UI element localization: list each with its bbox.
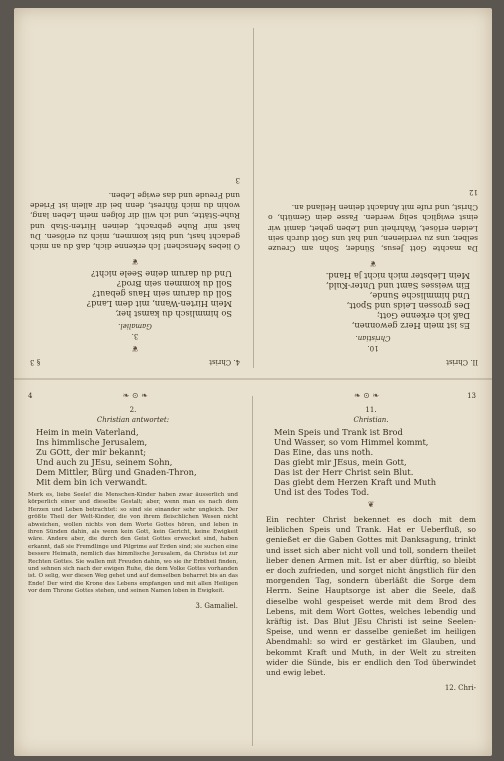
top-left-footer <box>268 188 478 196</box>
verse-line: Mein Liebster mich nicht ja Hand. <box>325 271 470 281</box>
catchword: 12. Chri- <box>444 684 476 693</box>
ornament-icon: ❦ <box>131 344 139 353</box>
column-divider <box>253 28 254 368</box>
verse-line: Ein weisses Samt und Unter-Kuld, <box>325 281 470 291</box>
bottom-left-column <box>28 392 238 610</box>
header-left-text: II. Christ <box>446 358 478 366</box>
hymn-title: Christian. <box>353 416 389 424</box>
bottom-right-column <box>266 392 476 692</box>
hymn-verse <box>30 269 232 319</box>
top-half-upside-down <box>14 8 492 378</box>
top-left-column <box>268 188 478 366</box>
verse-line: Und du darum deine Seele nicht? <box>91 269 232 279</box>
ornament-icon: ❦ <box>131 257 139 266</box>
verse-line: Das Eine, das uns noth. <box>274 447 374 457</box>
top-right-header <box>30 358 240 366</box>
prose-paragraph: O liebes Menschen! Ich erkenne dich, daß du an mich gedacht hast, und bist kommen, mich zu erlösen. Du hast mir Ruhe gebracht, deinen Hirten-Stab und Ruhe-Stätte, und ich will dir folgen mein Leben lang, wohin du mich führest, denn bei dir allein ist Friede und Freude und das ewige Leben. <box>30 190 240 251</box>
catchword: 3. Gamaliel. <box>195 601 238 610</box>
verse-line: Soll du darum sein Haus gebaut? <box>92 289 232 299</box>
hymn-number: 10. <box>367 344 379 352</box>
verse-line: So himmlisch du kamst her, <box>115 309 232 319</box>
document-sheet <box>14 8 492 756</box>
bottom-right-header <box>266 392 476 400</box>
header-right-text: § 3 <box>30 358 41 366</box>
bottom-right-footer <box>266 684 476 692</box>
verse-line: Daß ich erkenne Gott; <box>376 311 470 321</box>
bottom-half <box>14 380 492 756</box>
ornament-icon: ❦ <box>369 259 377 268</box>
prose-paragraph: Ein rechter Christ bekennet es doch mit dem leiblichen Speis und Trank. Hat er Ueberfluß, so genießet er die Gaben Gottes mit Danksagung, trinkt und isset sich aber nicht voll und toll, sondern theilet lieber denen Armen mit. Ist er aber dürftig, so bleibt er doch zufrieden, und sorget nicht ängstlich für den morgenden Tag, sondern überläßt die Sorge dem Herrn. Seine Hauptsorge ist aber die Seele, daß dieselbe wohl gespeiset werde mit dem Brod des Lebens, mit dem Wort Gottes, welches lebendig und kräftig ist. Das Blut JEsu Christi ist seine Seelen-Speise, und wenn er dasselbe genießet im heiligen Abendmahl: so wird er gestärket im Glauben, und bekommt Kraft und Muth, in der Welt zu streiten wider die Sünde, bis er endlich den Tod überwindet und ewig lebet. <box>266 515 476 678</box>
footer-left-text: 12 <box>469 187 478 196</box>
verse-line: Und himmlische Sunde, <box>369 291 470 301</box>
ornament-icon: ❧ ⊙ ❧ <box>122 391 148 400</box>
top-right-footer <box>30 176 240 184</box>
hymn-title: Christian antwortet: <box>96 416 170 424</box>
verse-line: Mit dem bin ich verwandt. <box>36 477 148 487</box>
verse-line: Des grossen Leids und Spott, <box>346 301 470 311</box>
hymn-title: Christian. <box>355 334 391 342</box>
ornament-icon: ❦ <box>367 500 375 509</box>
verse-line: Dem Mittler, Bürg und Gnaden-Thron, <box>36 467 197 477</box>
prose-paragraph: Da machte Gott Jesus, Sünder, Sohn am Creuze selber, uns zu verdienen, und hat uns Gott durch sein Leiden erlöset, Wahrheit und Leben gehet, damit wir einst ewiglich selig werden. Fasse dein Gemüth, o Christ, und rufe mit Andacht deinen Heiland an. <box>268 203 478 253</box>
header-left-text: 4. Christ <box>209 358 240 366</box>
verse-line: Mein Hirten-Wann, mit dem Land? <box>86 299 232 309</box>
prose-paragraph: Merk es, liebe Seele! die Menschen-Kinder haben zwar äusserlich und körperlich einer und dieselbe Gestalt; aber, wenn man es nach dem Herzen und Leben betrachtet: so sind sie einander sehr ungleich. Der größte Theil der Welt-Kinder, die von ihrem fleischlichen Wesen nicht abweichen, wollen nichts von dem Worte Gottes hören, und leben in ihren Sünden dahin, als wenn kein Gott, kein Gericht, keine Ewigkeit wäre. Andere aber, die durch den Geist Gottes erwecket sind, haben erkannt, daß sie Fremdlinge und Pilgrime auf Erden sind; sie suchen eine bessere Heimath, nemlich das himmlische Jerusalem, da Christus ist zur Rechten Gottes. Sie wallen mit Freuden dahin, wo sie ihr Erbtheil finden, und sehnen sich nach der ewigen Ruhe, die dem Volke Gottes vorhanden ist. O selig, wer diesen Weg gehet und auf demselben beharret bis an das Ende! Der wird die Krone des Lebens empfangen und mit allen Heiligen vor dem Throne Gottes stehen, und seinen Namen loben in Ewigkeit. <box>28 492 238 595</box>
verse-line: Zu GOtt, der mir bekannt; <box>36 447 147 457</box>
verse-line: Ins himmlische Jerusalem, <box>36 437 148 447</box>
verse-line: Und auch zu JEsu, seinem Sohn, <box>36 457 173 467</box>
verse-line: Und ist des Todes Tod. <box>274 487 370 497</box>
hymn-number: 3. <box>131 332 139 340</box>
bottom-left-footer <box>28 602 238 610</box>
hymn-verse <box>36 427 238 487</box>
verse-line: Das giebt mir JEsus, mein Gott, <box>274 457 407 467</box>
hymn-verse <box>268 271 470 331</box>
top-right-column <box>30 176 240 366</box>
hymn-verse <box>274 427 476 497</box>
hymn-number: 2. <box>129 406 137 414</box>
page-number: 4 <box>28 392 33 400</box>
ornament-icon: ❧ ⊙ ❧ <box>353 391 380 400</box>
verse-line: Das ist der Herr Christ sein Blut. <box>274 467 414 477</box>
hymn-number: 11. <box>365 406 377 414</box>
footer-left-text: 3 <box>235 175 240 184</box>
bottom-left-header <box>28 392 238 400</box>
verse-line: Es ist mein Herz gewonnen, <box>351 321 470 331</box>
page-number: 13 <box>467 392 476 400</box>
verse-line: Heim in mein Vaterland, <box>36 427 139 437</box>
verse-line: Das giebt dem Herzen Kraft und Muth <box>274 477 437 487</box>
hymn-title: Gamaliel. <box>118 322 152 330</box>
verse-line: Und Wasser, so vom Himmel kommt, <box>274 437 429 447</box>
top-left-header <box>268 358 478 366</box>
verse-line: Soll du kommen sein Brod? <box>116 279 232 289</box>
verse-line: Mein Speis und Trank ist Brod <box>274 427 403 437</box>
column-divider <box>252 396 253 746</box>
